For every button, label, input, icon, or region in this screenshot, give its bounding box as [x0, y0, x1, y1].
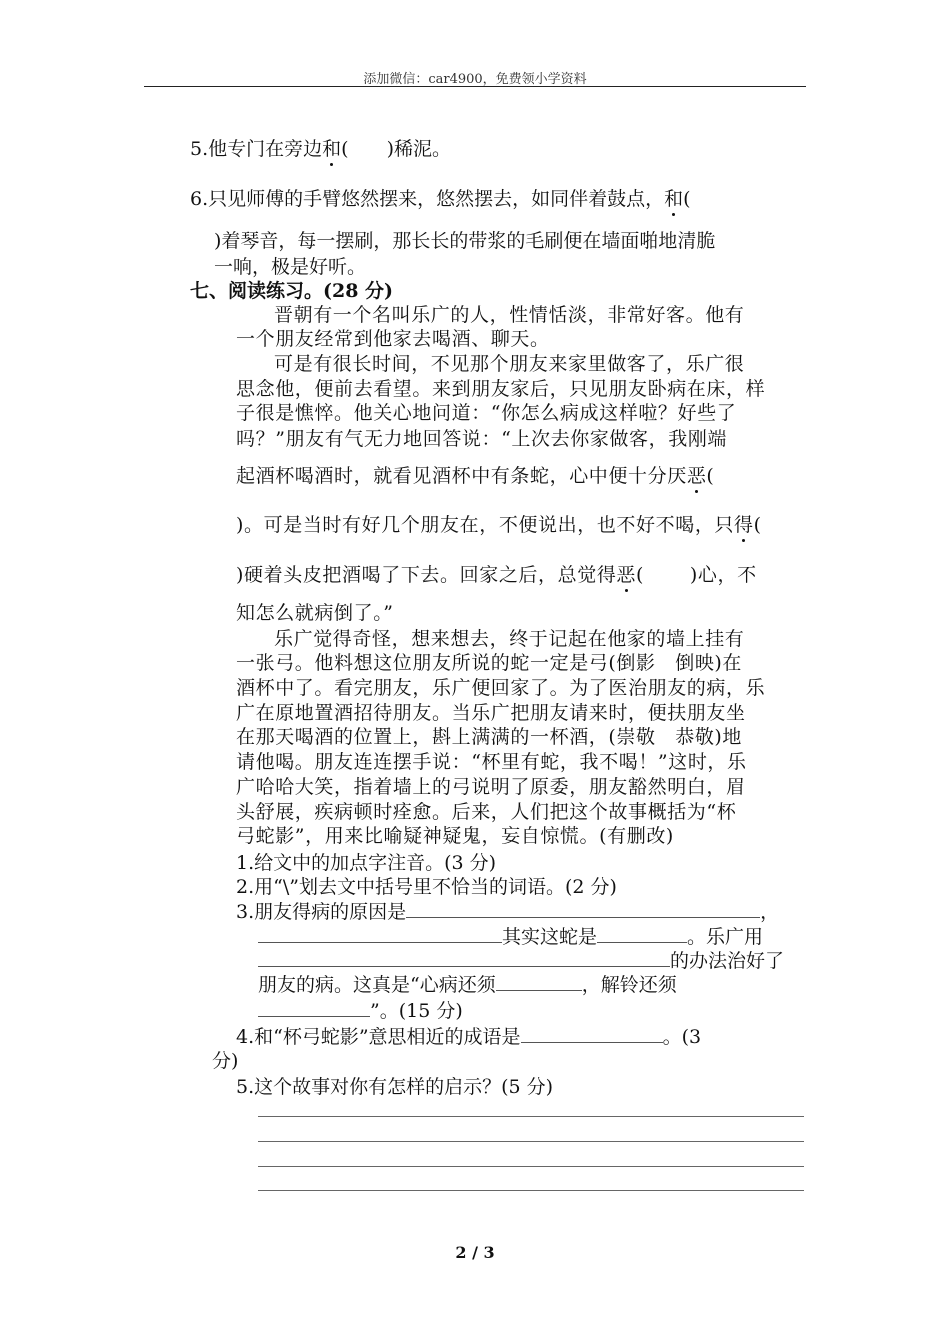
- passage-line: 子很是憔悴。他关心地问道：“你怎么病成这样啦？好些了: [236, 402, 737, 424]
- answer-blank[interactable]: [496, 973, 582, 991]
- question-6-line-2: )着琴音，每一摆刷，那长长的带浆的毛刷便在墙面啪地清脆: [214, 230, 716, 252]
- answer-line[interactable]: [258, 1116, 804, 1117]
- answer-blank[interactable]: [258, 949, 670, 967]
- exercise-4: 4.和“杯弓蛇影”意思相近的成语是 。(3: [236, 1026, 702, 1048]
- exercise-1: 1.给文中的加点字注音。(3 分): [236, 852, 497, 874]
- exercise-3-line-2: 其实这蛇是 。乐广用: [258, 922, 763, 949]
- passage-line: 酒杯中了。看完朋友，乐广便回家了。为了医治朋友的病，乐: [236, 677, 766, 699]
- answer-line[interactable]: [258, 1190, 804, 1191]
- page-header-text: 添加微信：car4900，免费领小学资料: [363, 72, 587, 87]
- section-7-title: 七、阅读练习。(28 分): [190, 280, 394, 302]
- header-divider: [144, 86, 806, 87]
- passage-line: 可是有很长时间，不见那个朋友来家里做客了，乐广很: [274, 353, 745, 375]
- exercise-5: 5.这个故事对你有怎样的启示？(5 分): [236, 1076, 554, 1098]
- passage-line: )硬着头皮把酒喝了下去。回家之后，总觉得恶( )心，不: [236, 564, 757, 586]
- passage-line: 在那天喝酒的位置上，斟上满满的一杯酒，(崇敬 恭敬)地: [236, 726, 743, 748]
- answer-blank[interactable]: [597, 925, 687, 943]
- exercise-4-cont: 分): [212, 1050, 239, 1072]
- exercise-3-line-4: 朋友的病。这真是“心病还须 ，解铃还须: [258, 974, 677, 996]
- passage-line: 晋朝有一个名叫乐广的人，性情恬淡，非常好客。他有: [274, 304, 745, 326]
- exercise-3-line-3: 的办法治好了: [258, 946, 784, 973]
- exercise-2: 2.用“\”划去文中括号里不恰当的词语。(2 分): [236, 876, 617, 898]
- answer-blank[interactable]: [258, 925, 502, 943]
- passage-line: 头舒展，疾病顿时痊愈。后来，人们把这个故事概括为“杯: [236, 801, 737, 823]
- dotted-char: 恶: [686, 465, 707, 487]
- passage-line: 弓蛇影”，用来比喻疑神疑鬼，妄自惊慌。(有删改): [236, 825, 674, 847]
- passage-line: 一个朋友经常到他家去喝酒、聊天。: [236, 328, 550, 350]
- question-5: 5.他专门在旁边和( )稀泥。: [190, 138, 451, 160]
- question-6-line-1: 6.只见师傅的手臂悠然摆来，悠然摆去，如同伴着鼓点，和(: [190, 188, 691, 210]
- exercise-3-line-1: 3.朋友得病的原因是 ，: [236, 901, 780, 923]
- answer-blank[interactable]: [258, 999, 370, 1017]
- passage-line: 请他喝。朋友连连摆手说：“杯里有蛇，我不喝！”这时，乐: [236, 751, 747, 773]
- passage-line: 广在原地置酒招待朋友。当乐广把朋友请来时，便扶朋友坐: [236, 702, 746, 724]
- passage-line: 知怎么就病倒了。”: [236, 602, 394, 624]
- question-6-line-3: 一响，极是好听。: [214, 256, 367, 278]
- passage-line: 吗？”朋友有气无力地回答说：“上次去你家做客，我刚端: [236, 428, 728, 450]
- passage-line: 广哈哈大笑，指着墙上的弓说明了原委，朋友豁然明白，眉: [236, 776, 746, 798]
- exercise-3-line-5: ”。(15 分): [258, 996, 463, 1023]
- passage-line: 乐广觉得奇怪，想来想去，终于记起在他家的墙上挂有: [274, 628, 745, 650]
- answer-blank[interactable]: [406, 900, 760, 918]
- passage-line: 思念他，便前去看望。来到朋友家后，只见朋友卧病在床，样: [236, 378, 766, 400]
- dotted-char: 得: [734, 514, 754, 536]
- passage-line: 起酒杯喝酒时，就看见酒杯中有条蛇，心中便十分厌恶(: [236, 465, 715, 487]
- dotted-char: 和: [664, 188, 684, 210]
- answer-blank[interactable]: [521, 1025, 663, 1043]
- passage-line: 一张弓。他料想这位朋友所说的蛇一定是弓(倒影 倒映)在: [236, 652, 743, 674]
- answer-line[interactable]: [258, 1166, 804, 1167]
- passage-line: )。可是当时有好几个朋友在，不便说出，也不好不喝，只得(: [236, 514, 762, 536]
- dotted-char: 和: [322, 138, 342, 160]
- dotted-char: 恶: [616, 564, 637, 586]
- page-number: 2 / 3: [455, 1243, 495, 1262]
- answer-line[interactable]: [258, 1141, 804, 1142]
